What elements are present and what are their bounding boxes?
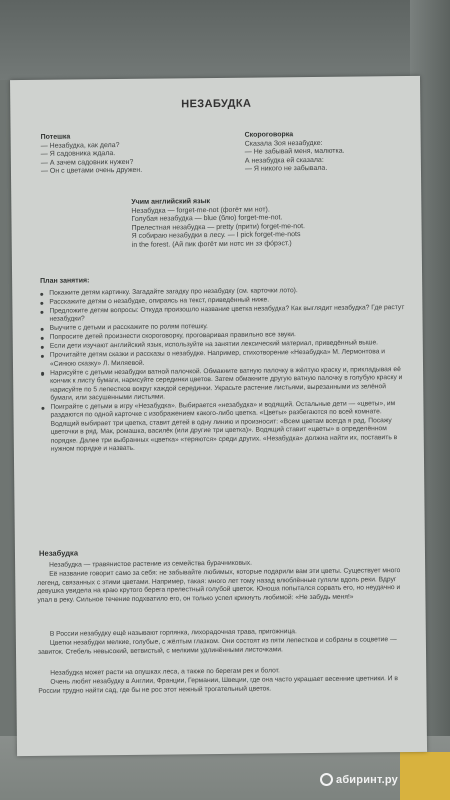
plan-item-text: Расскажите детям о незабудке, опираясь на текст, приведённый ниже. (49, 296, 270, 306)
article-paragraph: В России незабудку ещё называют горлянка, лихорадочная трава, пригожница. (49, 628, 297, 638)
bullet-icon (41, 355, 44, 358)
poteshka-heading: Потешка (40, 133, 71, 141)
skorogovorka-line: А незабудка ей сказала: (244, 156, 324, 165)
english-heading: Учим английский язык (131, 198, 211, 206)
poteshka-line: — Он с цветами очень дружен. (40, 167, 143, 176)
plan-item-text: Прочитайте детям сказки и рассказы о незабудке. Например, стихотворение «Незабудка» М. Лермонтова и «Синюю сказку» Л. Миляевой. (49, 348, 386, 368)
english-block (131, 197, 305, 250)
plan-item (41, 400, 410, 454)
plan-item-text: Покажите детям картинку. Загадайте загадку про незабудку (см. карточки лото). (49, 287, 298, 297)
bullet-icon (40, 310, 43, 313)
background-top (0, 0, 450, 80)
article-heading: Незабудка (38, 548, 79, 558)
article-paragraph: Незабудка может расти на опушках леса, а также по берегам рек и болот. (50, 667, 280, 677)
plan-item-text: Нарисуйте с детьми незабудки ватной палочкой. Обмакните ватную палочку в жёлтую краску и, прикладывая её кончик к листу бумаги, нарисуйте серединки цветов. Затем обмакните другую ватную палочку в голубую краску и нарисуйте по 5 лепестков вокруг каждой серединки. Украсьте растение листьями, вырезанными из зелёной бумаги, или засушенными листьями. (50, 365, 403, 402)
article-paragraph: Незабудка — травянистое растение из семейства бурачниковых. (49, 559, 253, 569)
plan-item-text: Если дети изучают английский язык, используйте на занятии лексический материал, приведённый выше. (49, 339, 379, 351)
english-line: Прелестная незабудка — pretty (прити) forget-me-not. (131, 222, 306, 232)
watermark: абиринт.ру (336, 774, 398, 786)
plan-item-text: Предложите детям вопросы: Откуда произошло название цветка незабудка? Как выглядит незабудка? Где растут незабудки? (49, 304, 405, 324)
document-page (10, 76, 427, 756)
poteshka-line: — А зачем садовник нужен? (40, 158, 134, 167)
plan-item-text: Попросите детей произнести скороговорку, проговаривая правильно все звуки. (49, 331, 296, 342)
english-line: Я собираю незабудки в лесу. — I pick forget-me-nots (131, 231, 301, 241)
skorogovorka-line: — Я никого не забывала. (244, 165, 328, 174)
english-line: Незабудка — forget-me-not (фогёт ми нот). (131, 206, 270, 215)
bullet-icon (41, 372, 44, 375)
plan-list (40, 286, 410, 455)
plan-item-text: Выучите с детьми и расскажите по ролям потешку. (49, 323, 208, 333)
skorogovorka-line: Сказала Зоя незабудке: (244, 139, 323, 148)
english-line: in the forest. (Ай пик фогёт ми нотс ин зэ фо́рэст.) (131, 240, 292, 249)
article-paragraph: Цветки незабудки мелкие, голубые, с жёлтым глазком. Они состоят из пяти лепестков и собраны в соцветие — завиток. Стебель невысокий, ветвистый, с мелкими удлинёнными листочками. (37, 636, 397, 656)
skorogovorka-heading: Скороговорка (244, 131, 294, 139)
plan-heading: План занятия: (40, 277, 90, 285)
bullet-icon (41, 337, 44, 340)
skorogovorka-line: — Не забывай меня, малютка. (244, 147, 345, 156)
plan-item-text: Поиграйте с детьми в игру «Незабудка». Выбирается «незабудка» и водящий. Остальные дети — «цветы», им раздаются по одной карточке с изображением какого-либо цветка. «Цветы» разбегаются по всей комнате. Водящий выбирает три цветка, ставит детей в одну линию и произносит: «Всем цветам всегда я рад. Посажу цветочки в ряд. Мак, ромашка, василёк (или другие три цветка)». Водящий ставит «цветы» в определённом порядке. Далее три выбранных «цветка» «теряются» среди других. «Незабудка» должна найти их, поставить в нужном порядке и назвать. (50, 400, 398, 453)
plan-item (41, 366, 409, 403)
article-paragraph: Её название говорит само за себя: не забывайте любимых, которые подарили вам эти цветы. Существует много легенд, связанных с этими цветами. Например, такая: много лет тому назад влюблённые гуляли вдоль реки. Вдруг девушка увидела на краю крутого берега прелестный голубой цветок. Юноша попытался сорвать его, но неудачно и упал в реку. Сильное течение подхватило его, он только успел крикнуть любимой: «Не забудь меня!» (37, 567, 401, 604)
poteshka-line: — Я садовника ждала. (40, 150, 116, 159)
bullet-icon (40, 301, 43, 304)
labirint-logo-icon (320, 773, 333, 786)
poteshka-block (41, 133, 143, 177)
bullet-icon (41, 328, 44, 331)
skorogovorka-block (245, 131, 345, 175)
bullet-icon (40, 292, 43, 295)
poteshka-line: — Незабудка, как дела? (40, 141, 120, 150)
bullet-icon (41, 346, 44, 349)
background-yellow-object (400, 752, 450, 800)
bullet-icon (41, 406, 44, 409)
page-title: НЕЗАБУДКА (181, 97, 252, 111)
article-paragraph: Очень любят незабудку в Англии, Франции, Германии, Швеции, где она часто украшает весенние цветники. И в России трудно найти сад, где бы не рос этот нежный трогательный цветок. (38, 675, 398, 695)
english-line: Голубая незабудка — blue (блю) forget-me-not. (131, 214, 283, 224)
